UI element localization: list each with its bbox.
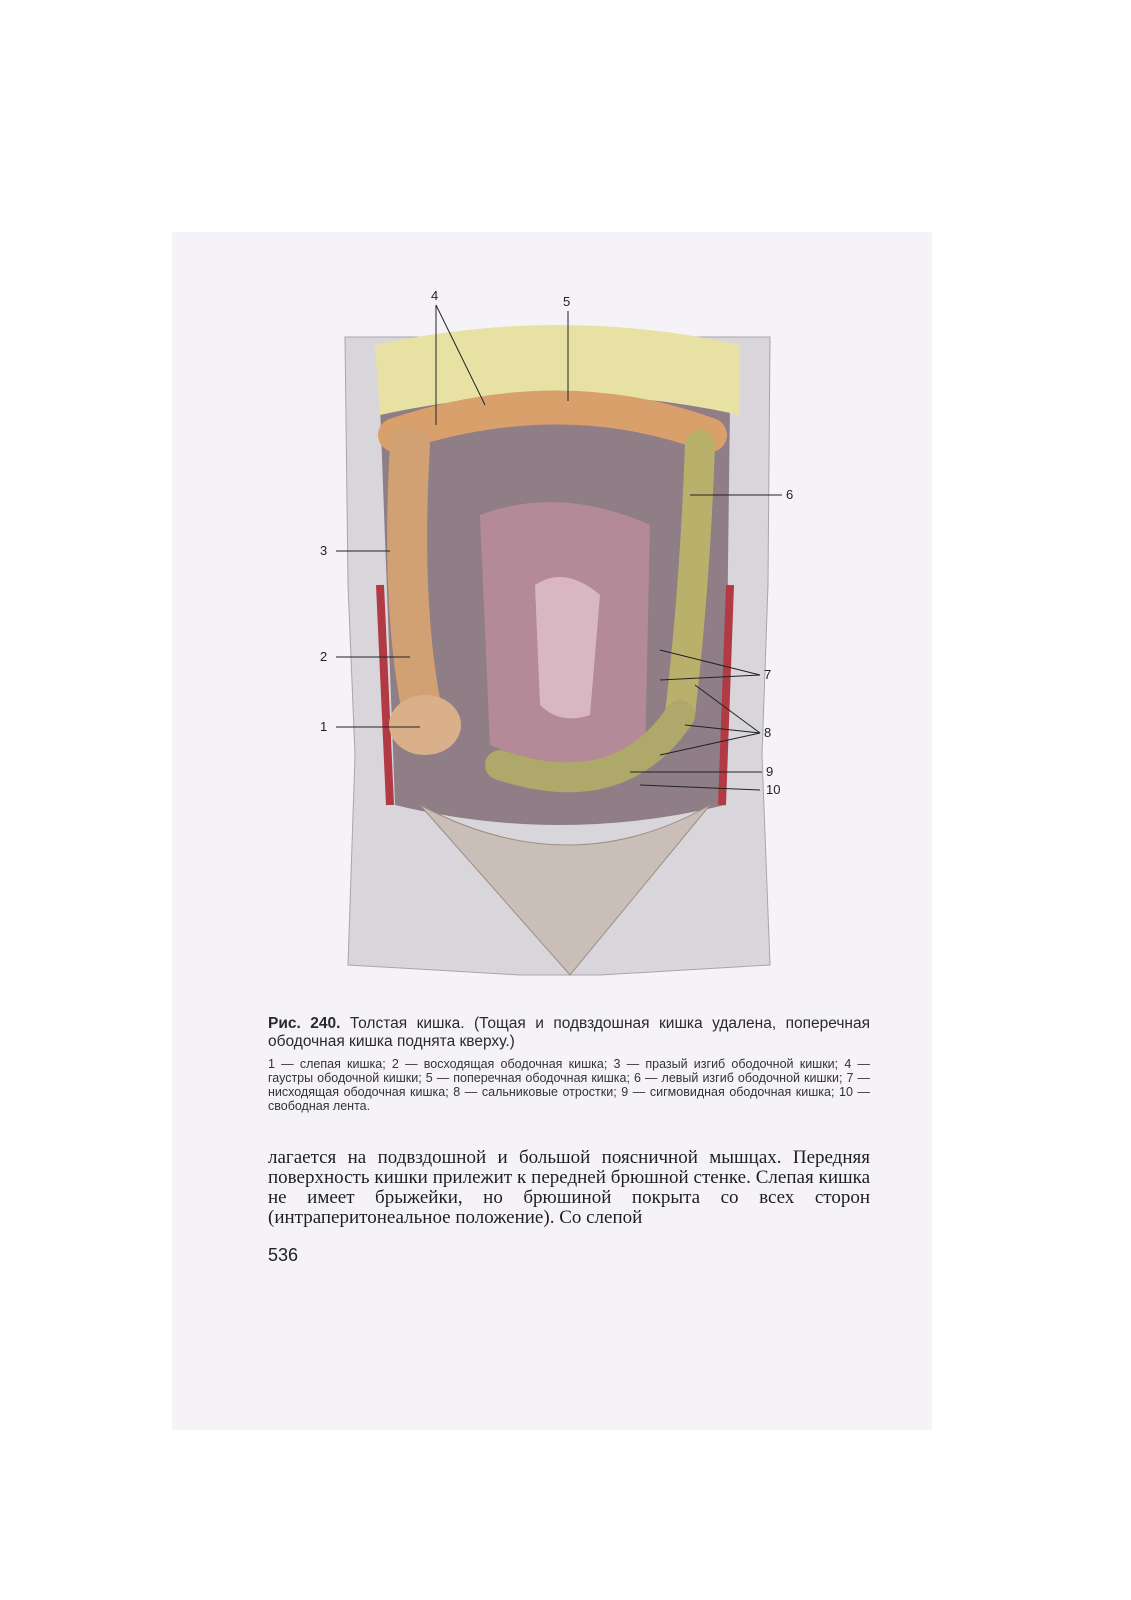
body-paragraph: лагается на подвздошной и большой поясничной мышцах. Передняя поверхность кишки прилежит к передней брюшной стенке. Слепая кишка не имеет брыжейки, но брюшиной покрыта со всех сторон (интраперитонеальное положение). Со слепой	[268, 1147, 870, 1228]
caption-title	[268, 1015, 870, 1051]
figure-label-8: 8	[764, 725, 772, 740]
figure-caption	[268, 1015, 870, 1113]
colon-illustration	[300, 285, 820, 1005]
figure-label-5: 5	[563, 294, 571, 309]
mesentery-root	[535, 577, 600, 718]
figure-label-10: 10	[766, 782, 781, 797]
caption-legend: 1 — слепая кишка; 2 — восходящая ободочная кишка; 3 — празый изгиб ободочной кишки; 4 — гаустры ободочной кишки; 5 — поперечная ободочная кишка; 6 — левый изгиб ободочной кишки; 7 — нисходящая ободочная кишка; 8 — сальниковые отростки; 9 — сигмовидная ободочная кишка; 10 — свободная лента.	[268, 1057, 870, 1113]
ascending-colon	[407, 445, 425, 725]
figure-label-2: 2	[320, 649, 328, 664]
anatomy-figure	[300, 285, 820, 1005]
figure-label-7: 7	[764, 667, 772, 682]
figure-label-6: 6	[786, 487, 794, 502]
cecum	[389, 695, 461, 755]
figure-label-3: 3	[320, 543, 328, 558]
figure-label-1: 1	[320, 719, 328, 734]
page-number: 536	[268, 1245, 299, 1265]
caption-figure-number: Рис. 240.	[268, 1015, 341, 1032]
caption-title-text: Толстая кишка. (Тощая и подвздошная кишка удалена, поперечная ободочная кишка поднята кверху.)	[268, 1015, 870, 1050]
figure-label-9: 9	[766, 764, 774, 779]
figure-label-4: 4	[431, 288, 439, 303]
